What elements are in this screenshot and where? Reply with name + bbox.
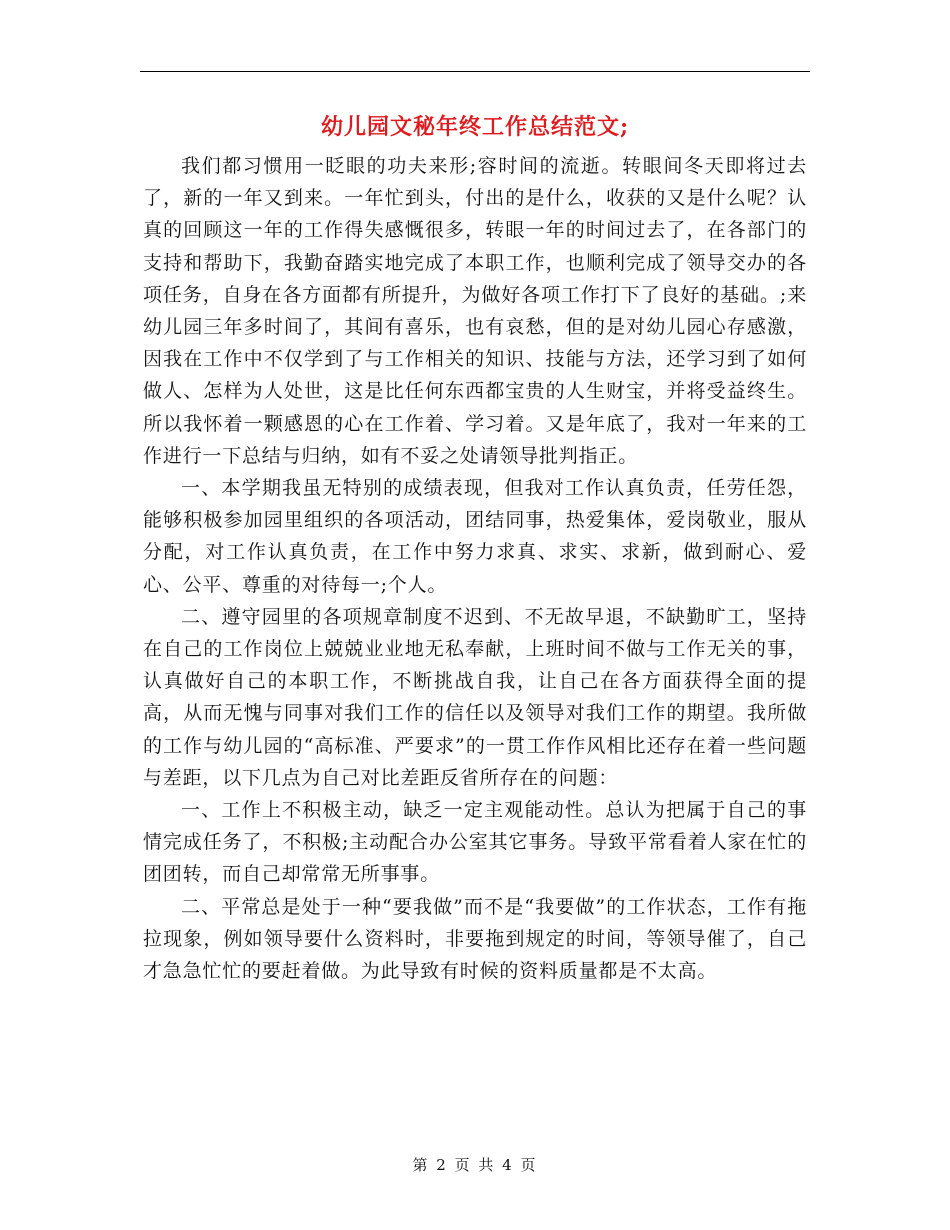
page-number: 第 2 页 共 4 页 — [412, 1156, 538, 1174]
paragraph-point-one: 一、本学期我虽无特别的成绩表现，但我对工作认真负责，任劳任怨，能够积极参加园里组织的各项活动，团结同事，热爱集体，爱岗敬业，服从分配，对工作认真负责，在工作中努力求真、求实、求新，做到耐心、爱心、公平、尊重的对待每一;个人。 — [143, 477, 807, 596]
document-title: 幼儿园文秘年终工作总结范文; — [320, 114, 630, 140]
document-body — [143, 150, 807, 987]
paragraph-intro: 我们都习惯用一眨眼的功夫来形;容时间的流逝。转眼间冬天即将过去了，新的一年又到来。一年忙到头，付出的是什么，收获的又是什么呢？认真的回顾这一年的工作得失感慨很多，转眼一年的时间过去了，在各部门的支持和帮助下，我勤奋踏实地完成了本职工作，也顺利完成了领导交办的各项任务，自身在各方面都有所提升，为做好各项工作打下了良好的基础。;来幼儿园三年多时间了，其间有喜乐，也有哀愁，但的是对幼儿园心存感激，因我在工作中不仅学到了与工作相关的知识、技能与方法，还学习到了如何做人、怎样为人处世，这是比任何东西都宝贵的人生财宝，并将受益终生。所以我怀着一颗感恩的心在工作着、学习着。又是年底了，我对一年来的工作进行一下总结与归纳，如有不妥之处请领导批判指正。 — [143, 155, 807, 467]
header-rule — [140, 71, 810, 72]
paragraph-point-two: 二、遵守园里的各项规章制度不迟到、不无故早退，不缺勤旷工，坚持在自己的工作岗位上兢兢业业地无私奉献，上班时间不做与工作无关的事，认真做好自己的本职工作，不断挑战自我，让自己在各方面获得全面的提高，从而无愧与同事对我们工作的信任以及领导对我们工作的期望。我所做的工作与幼儿园的“高标准、严要求”的一贯工作作风相比还存在着一些问题与差距，以下几点为自己对比差距反省所存在的问题： — [143, 605, 807, 789]
paragraph-problem-one: 一、工作上不积极主动，缺乏一定主观能动性。总认为把属于自己的事情完成任务了，不积极;主动配合办公室其它事务。导致平常看着人家在忙的团团转，而自己却常常无所事事。 — [143, 799, 807, 886]
paragraph-problem-two: 二、平常总是处于一种“要我做”而不是“我要做”的工作状态，工作有拖拉现象，例如领导要什么资料时，非要拖到规定的时间，等领导催了，自己才急急忙忙的要赶着做。为此导致有时候的资料质量都是不太高。 — [143, 895, 807, 983]
